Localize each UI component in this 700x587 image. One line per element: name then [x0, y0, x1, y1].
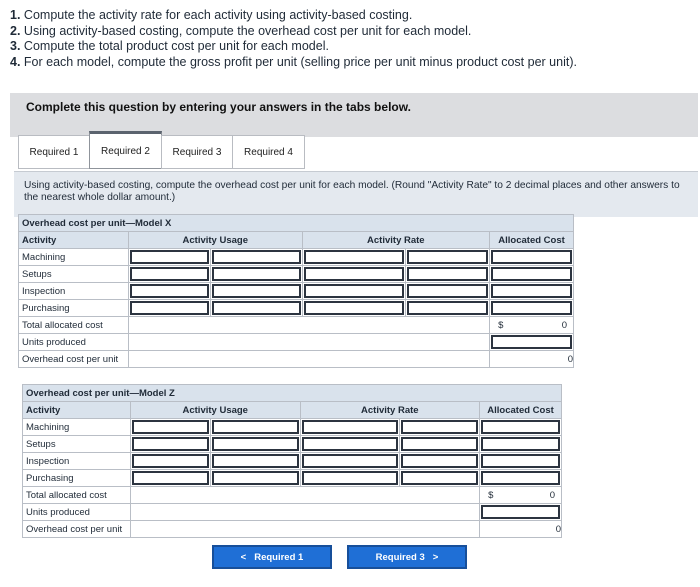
- table-row: [23, 504, 562, 521]
- table-row: [19, 283, 574, 300]
- usage-input[interactable]: [128, 283, 210, 300]
- tab-required-1[interactable]: Required 1: [18, 135, 90, 169]
- row-label-purchasing: Purchasing: [23, 470, 131, 487]
- units-produced-input[interactable]: [480, 504, 562, 521]
- usage-input[interactable]: [130, 436, 210, 453]
- rate-input[interactable]: [300, 470, 400, 487]
- allocated-input[interactable]: [480, 436, 562, 453]
- activity-rate-header: Activity Rate: [300, 402, 480, 419]
- instructions-list: [10, 8, 690, 70]
- table-row: [19, 351, 574, 368]
- tab-required-4[interactable]: Required 4: [232, 135, 305, 169]
- table-row: [23, 453, 562, 470]
- allocated-input[interactable]: [490, 283, 574, 300]
- table-row: [23, 521, 562, 538]
- rate-input[interactable]: [302, 249, 406, 266]
- usage-input[interactable]: [210, 419, 300, 436]
- usage-input[interactable]: [210, 266, 302, 283]
- activity-header: Activity: [23, 402, 131, 419]
- rate-input[interactable]: [400, 436, 480, 453]
- total-allocated-label: Total allocated cost: [19, 317, 129, 334]
- usage-input[interactable]: [210, 470, 300, 487]
- overhead-per-unit-value: 0: [490, 351, 574, 368]
- row-label-setups: Setups: [19, 266, 129, 283]
- table-row: [19, 334, 574, 351]
- rate-input[interactable]: [302, 283, 406, 300]
- row-label-machining: Machining: [19, 249, 129, 266]
- allocated-cost-header: Allocated Cost: [480, 402, 562, 419]
- rate-input[interactable]: [406, 266, 490, 283]
- table-row: [23, 436, 562, 453]
- tab-bar: [14, 131, 698, 171]
- allocated-input[interactable]: [480, 419, 562, 436]
- rate-input[interactable]: [300, 436, 400, 453]
- allocated-input[interactable]: [480, 470, 562, 487]
- chevron-left-icon: <: [240, 551, 247, 563]
- rate-input[interactable]: [400, 470, 480, 487]
- instruction-3: 3. Compute the total product cost per unit for each model.: [10, 39, 329, 53]
- row-label-purchasing: Purchasing: [19, 300, 129, 317]
- usage-input[interactable]: [130, 453, 210, 470]
- table-row: [23, 419, 562, 436]
- question-prompt: [14, 171, 698, 217]
- table-row: [19, 266, 574, 283]
- allocated-input[interactable]: [480, 453, 562, 470]
- allocated-input[interactable]: [490, 266, 574, 283]
- overhead-per-unit-value: 0: [480, 521, 562, 538]
- rate-input[interactable]: [406, 249, 490, 266]
- activity-usage-header: Activity Usage: [130, 402, 300, 419]
- tab-required-3[interactable]: Required 3: [161, 135, 233, 169]
- usage-input[interactable]: [130, 419, 210, 436]
- table-title: Overhead cost per unit—Model X: [19, 215, 574, 232]
- overhead-per-unit-label: Overhead cost per unit: [19, 351, 129, 368]
- next-button-label: Required 3: [375, 551, 425, 563]
- next-required-3-button[interactable]: [347, 545, 467, 569]
- usage-input[interactable]: [210, 249, 302, 266]
- rate-input[interactable]: [400, 453, 480, 470]
- total-allocated-label: Total allocated cost: [23, 487, 131, 504]
- chevron-right-icon: >: [432, 551, 439, 563]
- rate-input[interactable]: [400, 419, 480, 436]
- usage-input[interactable]: [128, 300, 210, 317]
- overhead-table-model-z: [22, 384, 562, 538]
- rate-input[interactable]: [302, 266, 406, 283]
- activity-header: Activity: [19, 232, 129, 249]
- table-row: [19, 300, 574, 317]
- prev-required-1-button[interactable]: [212, 545, 332, 569]
- prompt-text: Using activity-based costing, compute the overhead cost per unit for each model. (Round "Activity Rate" to 2 decimal places and other answers to the nearest whole dollar amount.): [24, 180, 680, 203]
- total-allocated-value: $ 0: [490, 317, 574, 334]
- rate-input[interactable]: [406, 283, 490, 300]
- rate-input[interactable]: [300, 453, 400, 470]
- rate-input[interactable]: [406, 300, 490, 317]
- usage-input[interactable]: [210, 300, 302, 317]
- rate-input[interactable]: [302, 300, 406, 317]
- row-label-machining: Machining: [23, 419, 131, 436]
- table-row: [19, 317, 574, 334]
- activity-rate-header: Activity Rate: [302, 232, 490, 249]
- activity-usage-header: Activity Usage: [128, 232, 302, 249]
- usage-input[interactable]: [210, 283, 302, 300]
- total-allocated-value: $ 0: [480, 487, 562, 504]
- usage-input[interactable]: [130, 470, 210, 487]
- allocated-input[interactable]: [490, 300, 574, 317]
- units-produced-input[interactable]: [490, 334, 574, 351]
- overhead-per-unit-label: Overhead cost per unit: [23, 521, 131, 538]
- prev-button-label: Required 1: [254, 551, 304, 563]
- table-row: [23, 487, 562, 504]
- table-row: [19, 249, 574, 266]
- usage-input[interactable]: [210, 453, 300, 470]
- usage-input[interactable]: [128, 266, 210, 283]
- units-produced-label: Units produced: [23, 504, 131, 521]
- row-label-setups: Setups: [23, 436, 131, 453]
- instruction-4: 4. For each model, compute the gross profit per unit (selling price per unit minus product cost per unit).: [10, 54, 577, 69]
- row-label-inspection: Inspection: [19, 283, 129, 300]
- table-title: Overhead cost per unit—Model Z: [23, 385, 562, 402]
- complete-question-text: Complete this question by entering your answers in the tabs below.: [26, 100, 411, 114]
- units-produced-label: Units produced: [19, 334, 129, 351]
- table-row: [23, 470, 562, 487]
- usage-input[interactable]: [210, 436, 300, 453]
- row-label-inspection: Inspection: [23, 453, 131, 470]
- overhead-table-model-x: [18, 214, 574, 368]
- allocated-cost-header: Allocated Cost: [490, 232, 574, 249]
- instruction-2: 2. Using activity-based costing, compute the overhead cost per unit for each model.: [10, 23, 472, 38]
- instruction-1: 1. Compute the activity rate for each activity using activity-based costing.: [10, 8, 413, 22]
- allocated-input[interactable]: [490, 249, 574, 266]
- tab-required-2[interactable]: Required 2: [89, 131, 162, 169]
- usage-input[interactable]: [128, 249, 210, 266]
- rate-input[interactable]: [300, 419, 400, 436]
